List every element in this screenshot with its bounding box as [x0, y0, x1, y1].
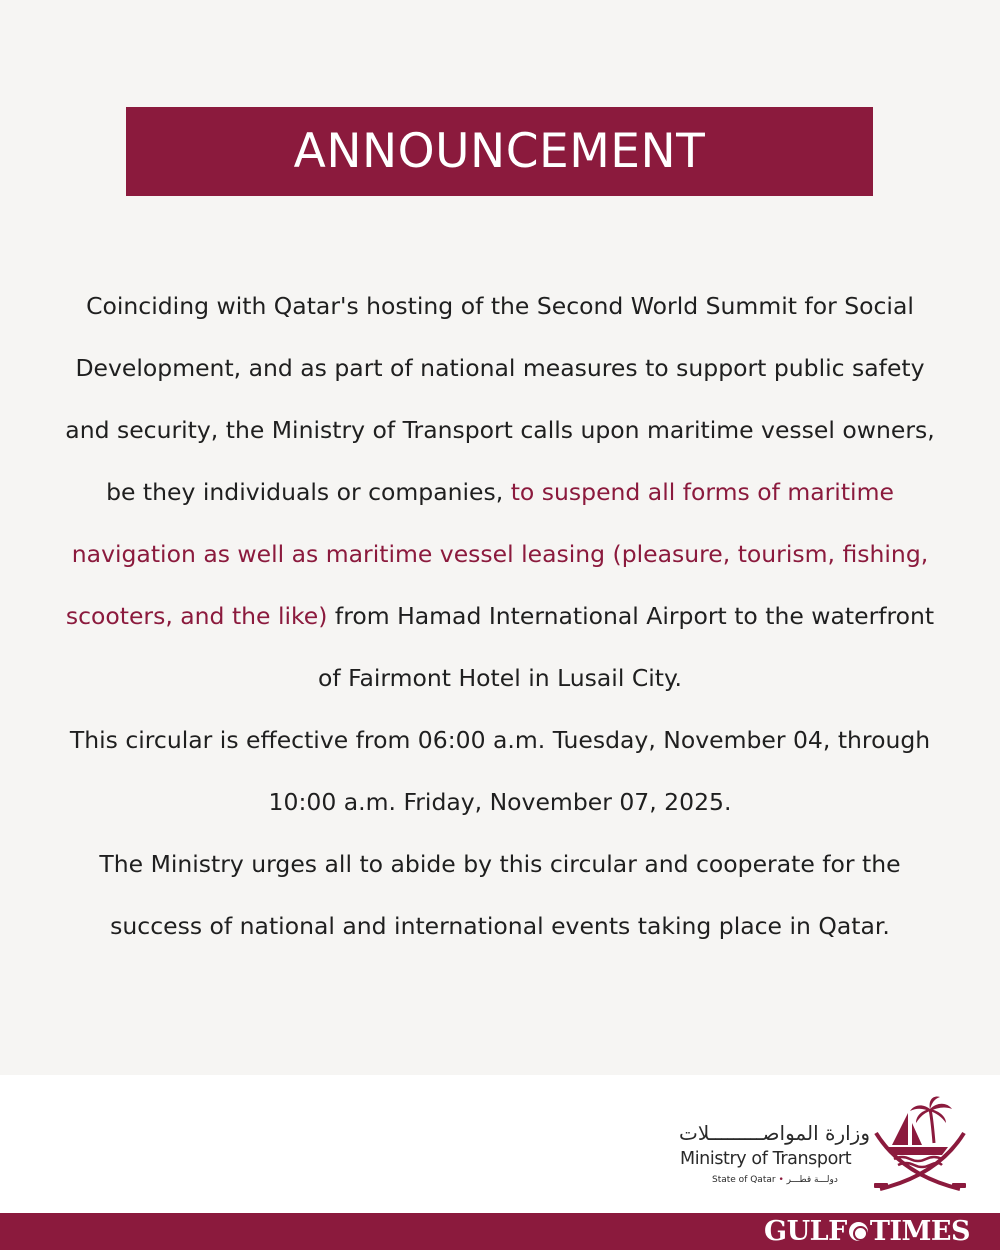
body-paragraph-1 [60, 275, 940, 709]
body-paragraph-2: This circular is effective from 06:00 a.m. Tuesday, November 04, through 10:00 a.m. Friday, November 07, 2025. [69, 726, 931, 816]
announcement-body [60, 275, 940, 957]
body-paragraph-3: The Ministry urges all to abide by this circular and cooperate for the success of national and international events taking place in Qatar. [99, 850, 901, 940]
gulf-times-logo [764, 1213, 970, 1250]
logo-word-times: TIMES [869, 1216, 970, 1247]
body-text-location: from Hamad International Airport to the waterfront of Fairmont Hotel in Lusail City. [317, 602, 935, 692]
publisher-bar [0, 1213, 1000, 1250]
ministry-logo-text [680, 1120, 870, 1188]
announcement-banner [126, 107, 873, 196]
announcement-title: ANNOUNCEMENT [293, 124, 706, 179]
body-text-highlight: to suspend all forms of maritime navigation as well as maritime vessel leasing (pleasure, tourism, fishing, scooters, and the like) [65, 478, 929, 630]
globe-icon [849, 1222, 868, 1241]
body-text-intro: Coinciding with Qatar's hosting of the Second World Summit for Social Development, and as part of national measures to support public safety and security, the Ministry of Transport calls upon maritime vessel owners, be they individuals or companies, [65, 292, 935, 506]
state-name-english: State of Qatar [712, 1175, 776, 1185]
logo-word-gulf: GULF [764, 1216, 847, 1247]
state-name-arabic: دولـــة قطـــر [786, 1175, 838, 1185]
separator-dot: • [778, 1175, 784, 1185]
ministry-name-english: Ministry of Transport [680, 1149, 852, 1169]
state-of-qatar-line [712, 1172, 870, 1188]
qatar-emblem-icon [872, 1093, 968, 1193]
ministry-name-arabic: وزارة المواصـــــــــلات [679, 1121, 870, 1145]
